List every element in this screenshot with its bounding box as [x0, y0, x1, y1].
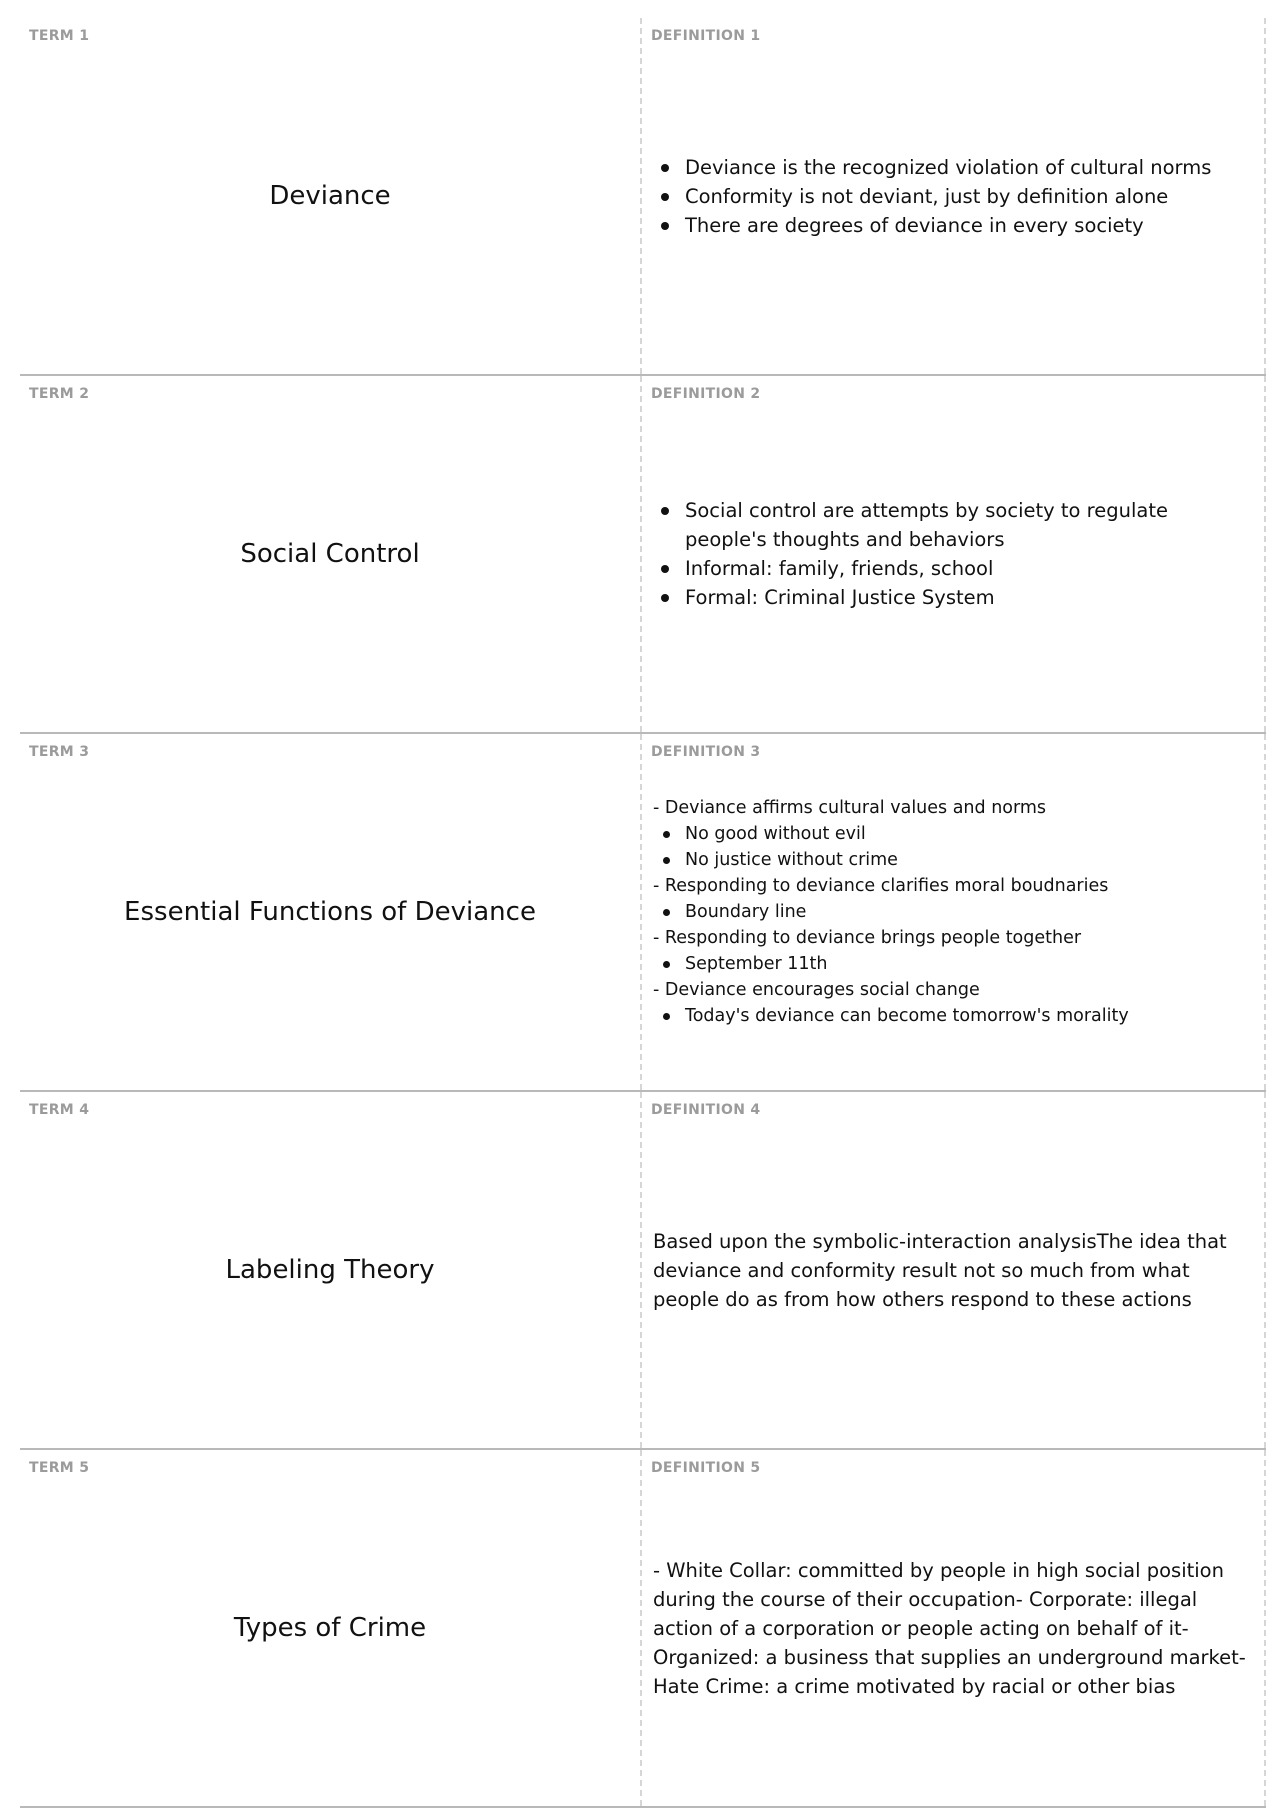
flashcard-row	[20, 1450, 1266, 1808]
definition-bullet: There are degrees of deviance in every society	[653, 211, 1246, 240]
definition-cell	[642, 1450, 1266, 1806]
definition-cell	[642, 1092, 1266, 1448]
bullet-dot-icon	[663, 909, 670, 916]
term-label: TERM 2	[29, 386, 90, 402]
definition-line: - Deviance affirms cultural values and norms	[653, 798, 1047, 818]
flashcard-sheet	[20, 18, 1266, 1808]
definition-text: Based upon the symbolic-interaction analysisThe idea that deviance and conformity result not so much from what people do as from how others respond to these actions	[653, 1229, 1227, 1311]
term-label: TERM 1	[29, 28, 90, 44]
bullet-dot-icon	[661, 193, 669, 201]
bullet-dot-icon	[661, 222, 669, 230]
flashcard-row	[20, 734, 1266, 1092]
definition-label: DEFINITION 1	[651, 28, 761, 44]
flashcard-row	[20, 376, 1266, 734]
definition-bullet: No justice without crime	[653, 847, 1246, 873]
term-text: Deviance	[269, 181, 391, 211]
definition-bullet: Formal: Criminal Justice System	[653, 583, 1246, 612]
definition-body	[653, 734, 1246, 1090]
definition-bullet: Deviance is the recognized violation of cultural norms	[653, 153, 1246, 182]
bullet-dot-icon	[663, 857, 670, 864]
flashcard-row	[20, 1092, 1266, 1450]
bullet-dot-icon	[663, 961, 670, 968]
definition-line: - Responding to deviance clarifies moral boudnaries	[653, 876, 1109, 896]
definition-cell	[642, 734, 1266, 1090]
bullet-dot-icon	[661, 594, 669, 602]
bullet-dot-icon	[661, 507, 669, 515]
term-cell	[20, 734, 642, 1090]
definition-body	[653, 18, 1246, 374]
term-label: TERM 4	[29, 1102, 90, 1118]
bullet-dot-icon	[661, 565, 669, 573]
term-text: Types of Crime	[233, 1613, 427, 1643]
definition-line: - Deviance encourages social change	[653, 980, 980, 1000]
definition-bullet: September 11th	[653, 951, 1246, 977]
definition-bullet: Today's deviance can become tomorrow's morality	[653, 1003, 1246, 1029]
definition-body	[653, 1450, 1246, 1806]
definition-bullet: Informal: family, friends, school	[653, 554, 1246, 583]
definition-label: DEFINITION 3	[651, 744, 761, 760]
term-text: Essential Functions of Deviance	[124, 897, 536, 927]
term-cell	[20, 1092, 642, 1448]
term-label: TERM 3	[29, 744, 90, 760]
definition-cell	[642, 376, 1266, 732]
definition-bullet: Social control are attempts by society to regulate people's thoughts and behaviors	[653, 496, 1246, 554]
definition-bullet: Conformity is not deviant, just by definition alone	[653, 182, 1246, 211]
definition-line: - Responding to deviance brings people together	[653, 928, 1082, 948]
bullet-dot-icon	[663, 831, 670, 838]
definition-bullet: No good without evil	[653, 821, 1246, 847]
definition-body	[653, 376, 1246, 732]
term-cell	[20, 1450, 642, 1806]
bullet-dot-icon	[661, 164, 669, 172]
definition-label: DEFINITION 5	[651, 1460, 761, 1476]
definition-bullet: Boundary line	[653, 899, 1246, 925]
definition-cell	[642, 18, 1266, 374]
bullet-dot-icon	[663, 1013, 670, 1020]
term-text: Labeling Theory	[225, 1255, 435, 1285]
term-text: Social Control	[240, 539, 420, 569]
term-label: TERM 5	[29, 1460, 90, 1476]
definition-list	[653, 496, 1246, 612]
flashcard-row	[20, 18, 1266, 376]
definition-list	[653, 153, 1246, 240]
term-cell	[20, 376, 642, 732]
definition-text: - White Collar: committed by people in high social position during the course of their occupation- Corporate: illegal action of a corporation or people acting on behalf of it- Organized: a business that supplies an underground market- Hate Crime: a crime motivated by racial or other bias	[653, 1558, 1246, 1698]
term-cell	[20, 18, 642, 374]
definition-body	[653, 1092, 1246, 1448]
definition-label: DEFINITION 4	[651, 1102, 761, 1118]
definition-label: DEFINITION 2	[651, 386, 761, 402]
